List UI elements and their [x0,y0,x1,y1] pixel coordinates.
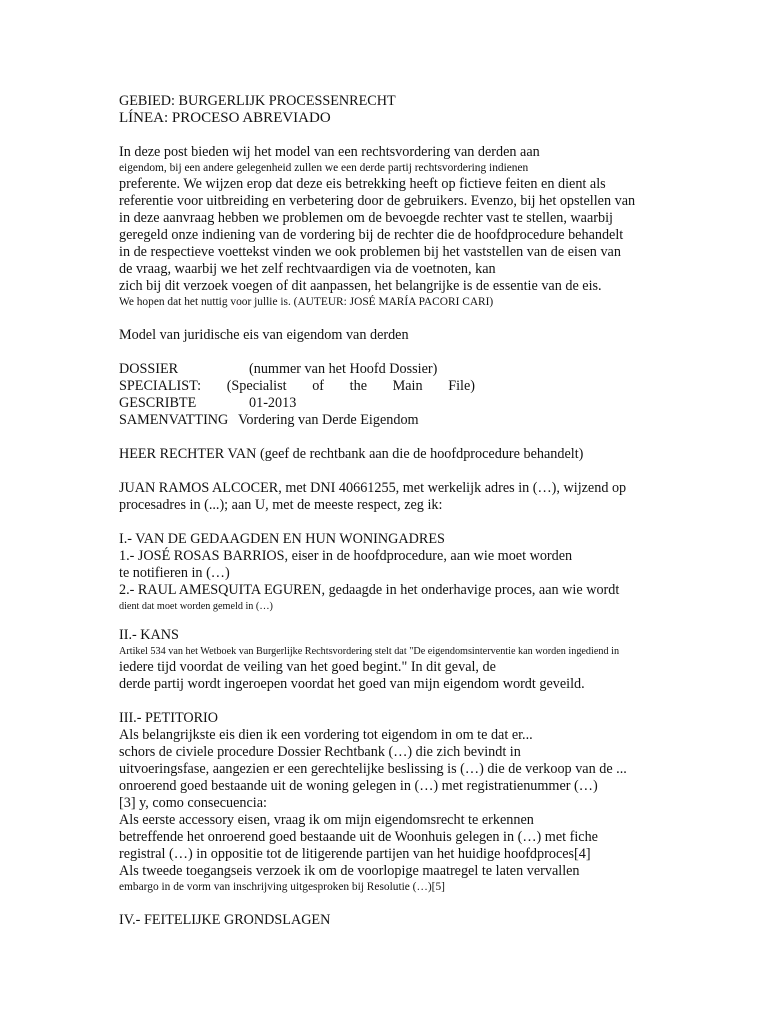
intro-paragraph [119,144,679,310]
intro-line: geregeld onze indiening van de vordering bij de rechter die de hoofdprocedure behandelt [119,227,624,243]
dossier-value: (nummer van het Hoofd Dossier) [249,361,438,377]
section-line: Artikel 534 van het Wetboek van Burgerlijke Rechtsvordering stelt dat "De eigendomsinterventie kan worden ingediend in [119,646,620,657]
section-line: dient dat moet worden gemeld in (…) [119,601,273,612]
gescribte-row [119,395,679,412]
intro-line: de vraag, waarbij we het zelf rechtvaardigen via de voetnoten, kan [119,261,496,277]
section-line: onroerend goed bestaande uit de woning gelegen in (…) met registratienummer (…) [119,778,598,794]
intro-line: eigendom, bij een andere gelegenheid zullen we een derde partij rechtsvordering indienen [119,162,529,174]
intro-line-author: We hopen dat het nuttig voor jullie is. (AUTEUR: JOSÉ MARÍA PACORI CARI) [119,296,494,308]
gescribte-value: 01-2013 [249,395,297,411]
section-line: Als tweede toegangseis verzoek ik om de voorlopige maatregel te laten vervallen [119,863,580,879]
dossier-row [119,361,679,378]
dossier-label: DOSSIER [119,361,179,377]
specialist-word: the [349,378,367,394]
intro-line: preferente. We wijzen erop dat deze eis betrekking heeft op fictieve feiten en dient als [119,176,606,192]
section-line: 1.- JOSÉ ROSAS BARRIOS, eiser in de hoofdprocedure, aan wie moet worden [119,548,573,564]
section-kans [119,627,679,693]
section-line: schors de civiele procedure Dossier Rechtbank (…) die zich bevindt in [119,744,521,760]
gescribte-label: GESCRIBTE [119,395,197,411]
section-line: embargo in de vorm van inschrijving uitgesproken bij Resolutie (…)[5] [119,881,445,893]
specialist-word: (Specialist [226,378,287,394]
specialist-word: SPECIALIST: [119,378,202,394]
intro-line: In deze post bieden wij het model van een rechtsvordering van derden aan [119,144,540,160]
section-heading: IV.- FEITELIJKE GRONDSLAGEN [119,912,331,928]
samenvatting-value: Vordering van Derde Eigendom [238,412,419,428]
procedure-heading: LÍNEA: PROCESO ABREVIADO [119,110,331,126]
section-line: betreffende het onroerend goed bestaande uit de Woonhuis gelegen in (…) met fiche [119,829,598,845]
section-defendants [119,531,679,614]
samenvatting-row [119,412,679,429]
intro-line: referentie voor uitbreiding en verbetering door de gebruikers. Evenzo, bij het opstellen van [119,193,636,209]
section-line: [3] y, como consecuencia: [119,795,267,811]
specialist-word: File) [448,378,475,394]
document-page [119,93,679,929]
specialist-row [119,378,475,395]
section-heading: I.- VAN DE GEDAAGDEN EN HUN WONINGADRES [119,531,445,547]
section-petitorio [119,710,679,895]
section-line: derde partij wordt ingeroepen voordat het goed van mijn eigendom wordt geveild. [119,676,585,692]
intro-line: in de respectieve voettekst vinden we ook problemen bij het vaststellen van de eisen van [119,244,621,260]
section-line: Als eerste accessory eisen, vraag ik om mijn eigendomsrecht te erkennen [119,812,534,828]
claimant-paragraph [119,480,679,514]
intro-line: zich bij dit verzoek voegen of dit aanpassen, het belangrijke is de essentie van de eis. [119,278,602,294]
section-line: iedere tijd voordat de veiling van het goed begint." In dit geval, de [119,659,496,675]
case-fields [119,361,679,429]
section-heading: II.- KANS [119,627,179,643]
section-line: 2.- RAUL AMESQUITA EGUREN, gedaagde in het onderhavige proces, aan wie wordt [119,582,620,598]
addressee: HEER RECHTER VAN (geef de rechtbank aan die de hoofdprocedure behandelt) [119,446,584,462]
claimant-line: JUAN RAMOS ALCOCER, met DNI 40661255, met werkelijk adres in (…), wijzend op [119,480,627,496]
specialist-word: Main [392,378,423,394]
model-title: Model van juridische eis van eigendom van derden [119,327,409,343]
specialist-word: of [312,378,325,394]
intro-line: in deze aanvraag hebben we problemen om de bevoegde rechter vast te stellen, waarbij [119,210,613,226]
section-line: registral (…) in oppositie tot de litigerende partijen van het huidige hoofdproces[4] [119,846,591,862]
claimant-line: procesadres in (...); aan U, met de meeste respect, zeg ik: [119,497,443,513]
area-heading: GEBIED: BURGERLIJK PROCESSENRECHT [119,93,396,109]
section-line: Als belangrijkste eis dien ik een vordering tot eigendom in om te dat er... [119,727,533,743]
section-line: te notifieren in (…) [119,565,230,581]
samenvatting-label: SAMENVATTING [119,412,229,428]
section-line: uitvoeringsfase, aangezien er een gerechtelijke beslissing is (…) die de verkoop van de ... [119,761,627,777]
section-heading: III.- PETITORIO [119,710,219,726]
